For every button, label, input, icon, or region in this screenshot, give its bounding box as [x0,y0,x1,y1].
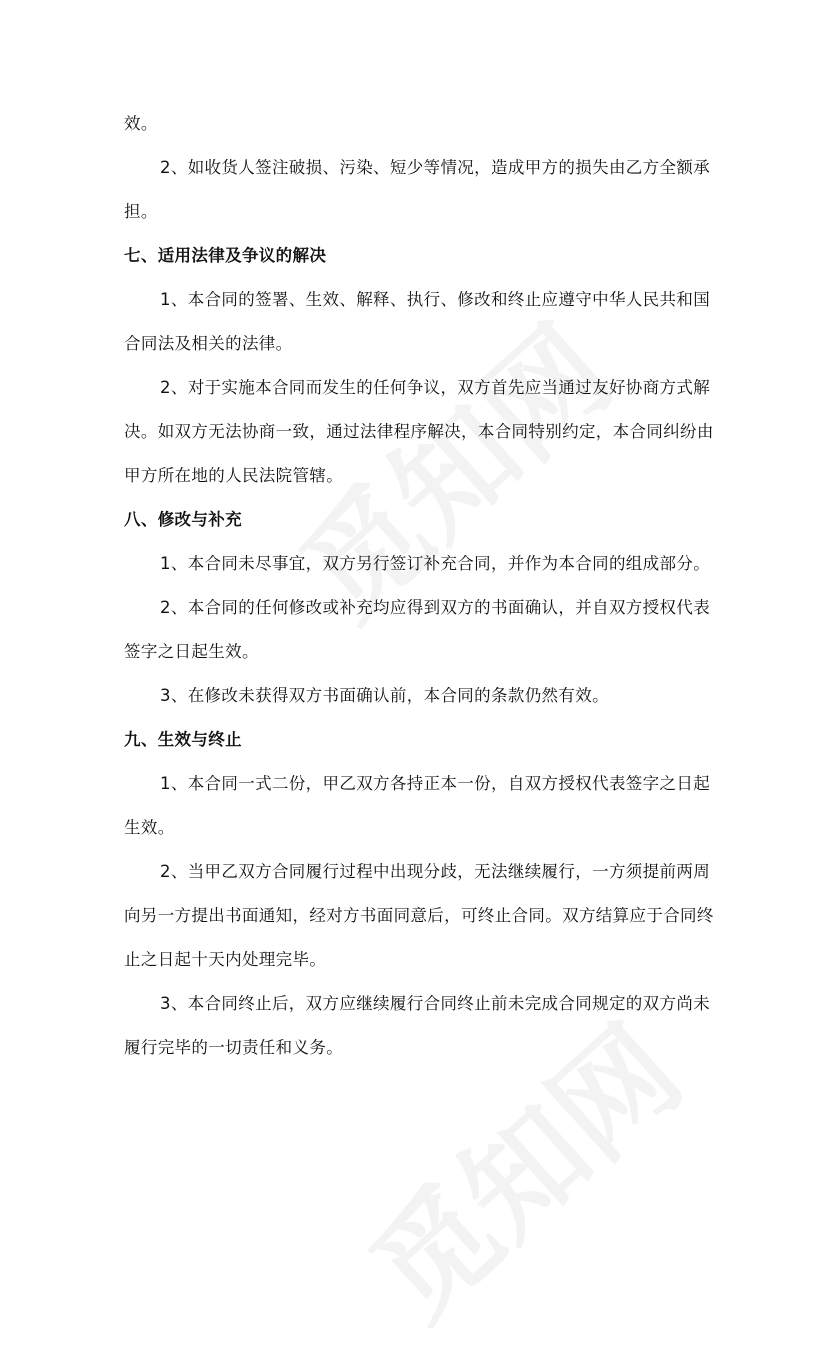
paragraph-line: 3、在修改未获得双方书面确认前，本合同的条款仍然有效。 [160,686,609,705]
paragraph-line: 2、本合同的任何修改或补充均应得到双方的书面确认，并自双方授权代表 [160,598,711,617]
paragraph-line: 2、当甲乙双方合同履行过程中出现分歧，无法继续履行，一方须提前两周 [160,862,711,881]
paragraph-line: 1、本合同一式二份，甲乙双方各持正本一份，自双方授权代表签字之日起 [160,774,711,793]
paragraph-line: 履行完毕的一切责任和义务。 [124,1038,344,1057]
paragraph-line: 2、对于实施本合同而发生的任何争议，双方首先应当通过友好协商方式解 [160,378,711,397]
paragraph-line: 止之日起十天内处理完毕。 [124,950,327,969]
paragraph-line: 效。 [124,114,158,133]
section-heading: 九、生效与终止 [124,730,242,749]
paragraph-line: 决。如双方无法协商一致，通过法律程序解决，本合同特别约定，本合同纠纷由 [124,422,714,441]
paragraph-line: 甲方所在地的人民法院管辖。 [124,466,344,485]
paragraph-line: 向另一方提出书面通知，经对方书面同意后，可终止合同。双方结算应于合同终 [124,906,714,925]
section-heading: 八、修改与补充 [124,510,242,529]
paragraph-line: 1、本合同的签署、生效、解释、执行、修改和终止应遵守中华人民共和国 [160,290,711,309]
paragraph-line: 签字之日起生效。 [124,642,259,661]
paragraph-line: 3、本合同终止后，双方应继续履行合同终止前未完成合同规定的双方尚未 [160,994,711,1013]
paragraph-line: 2、如收货人签注破损、污染、短少等情况，造成甲方的损失由乙方全额承 [160,158,711,177]
paragraph-line: 担。 [124,202,158,221]
section-heading: 七、适用法律及争议的解决 [124,246,327,265]
watermark [329,982,712,1350]
paragraph-line: 生效。 [124,818,175,837]
paragraph-line: 1、本合同未尽事宜，双方另行签订补充合同，并作为本合同的组成部分。 [160,554,711,573]
paragraph-line: 合同法及相关的法律。 [124,334,293,353]
